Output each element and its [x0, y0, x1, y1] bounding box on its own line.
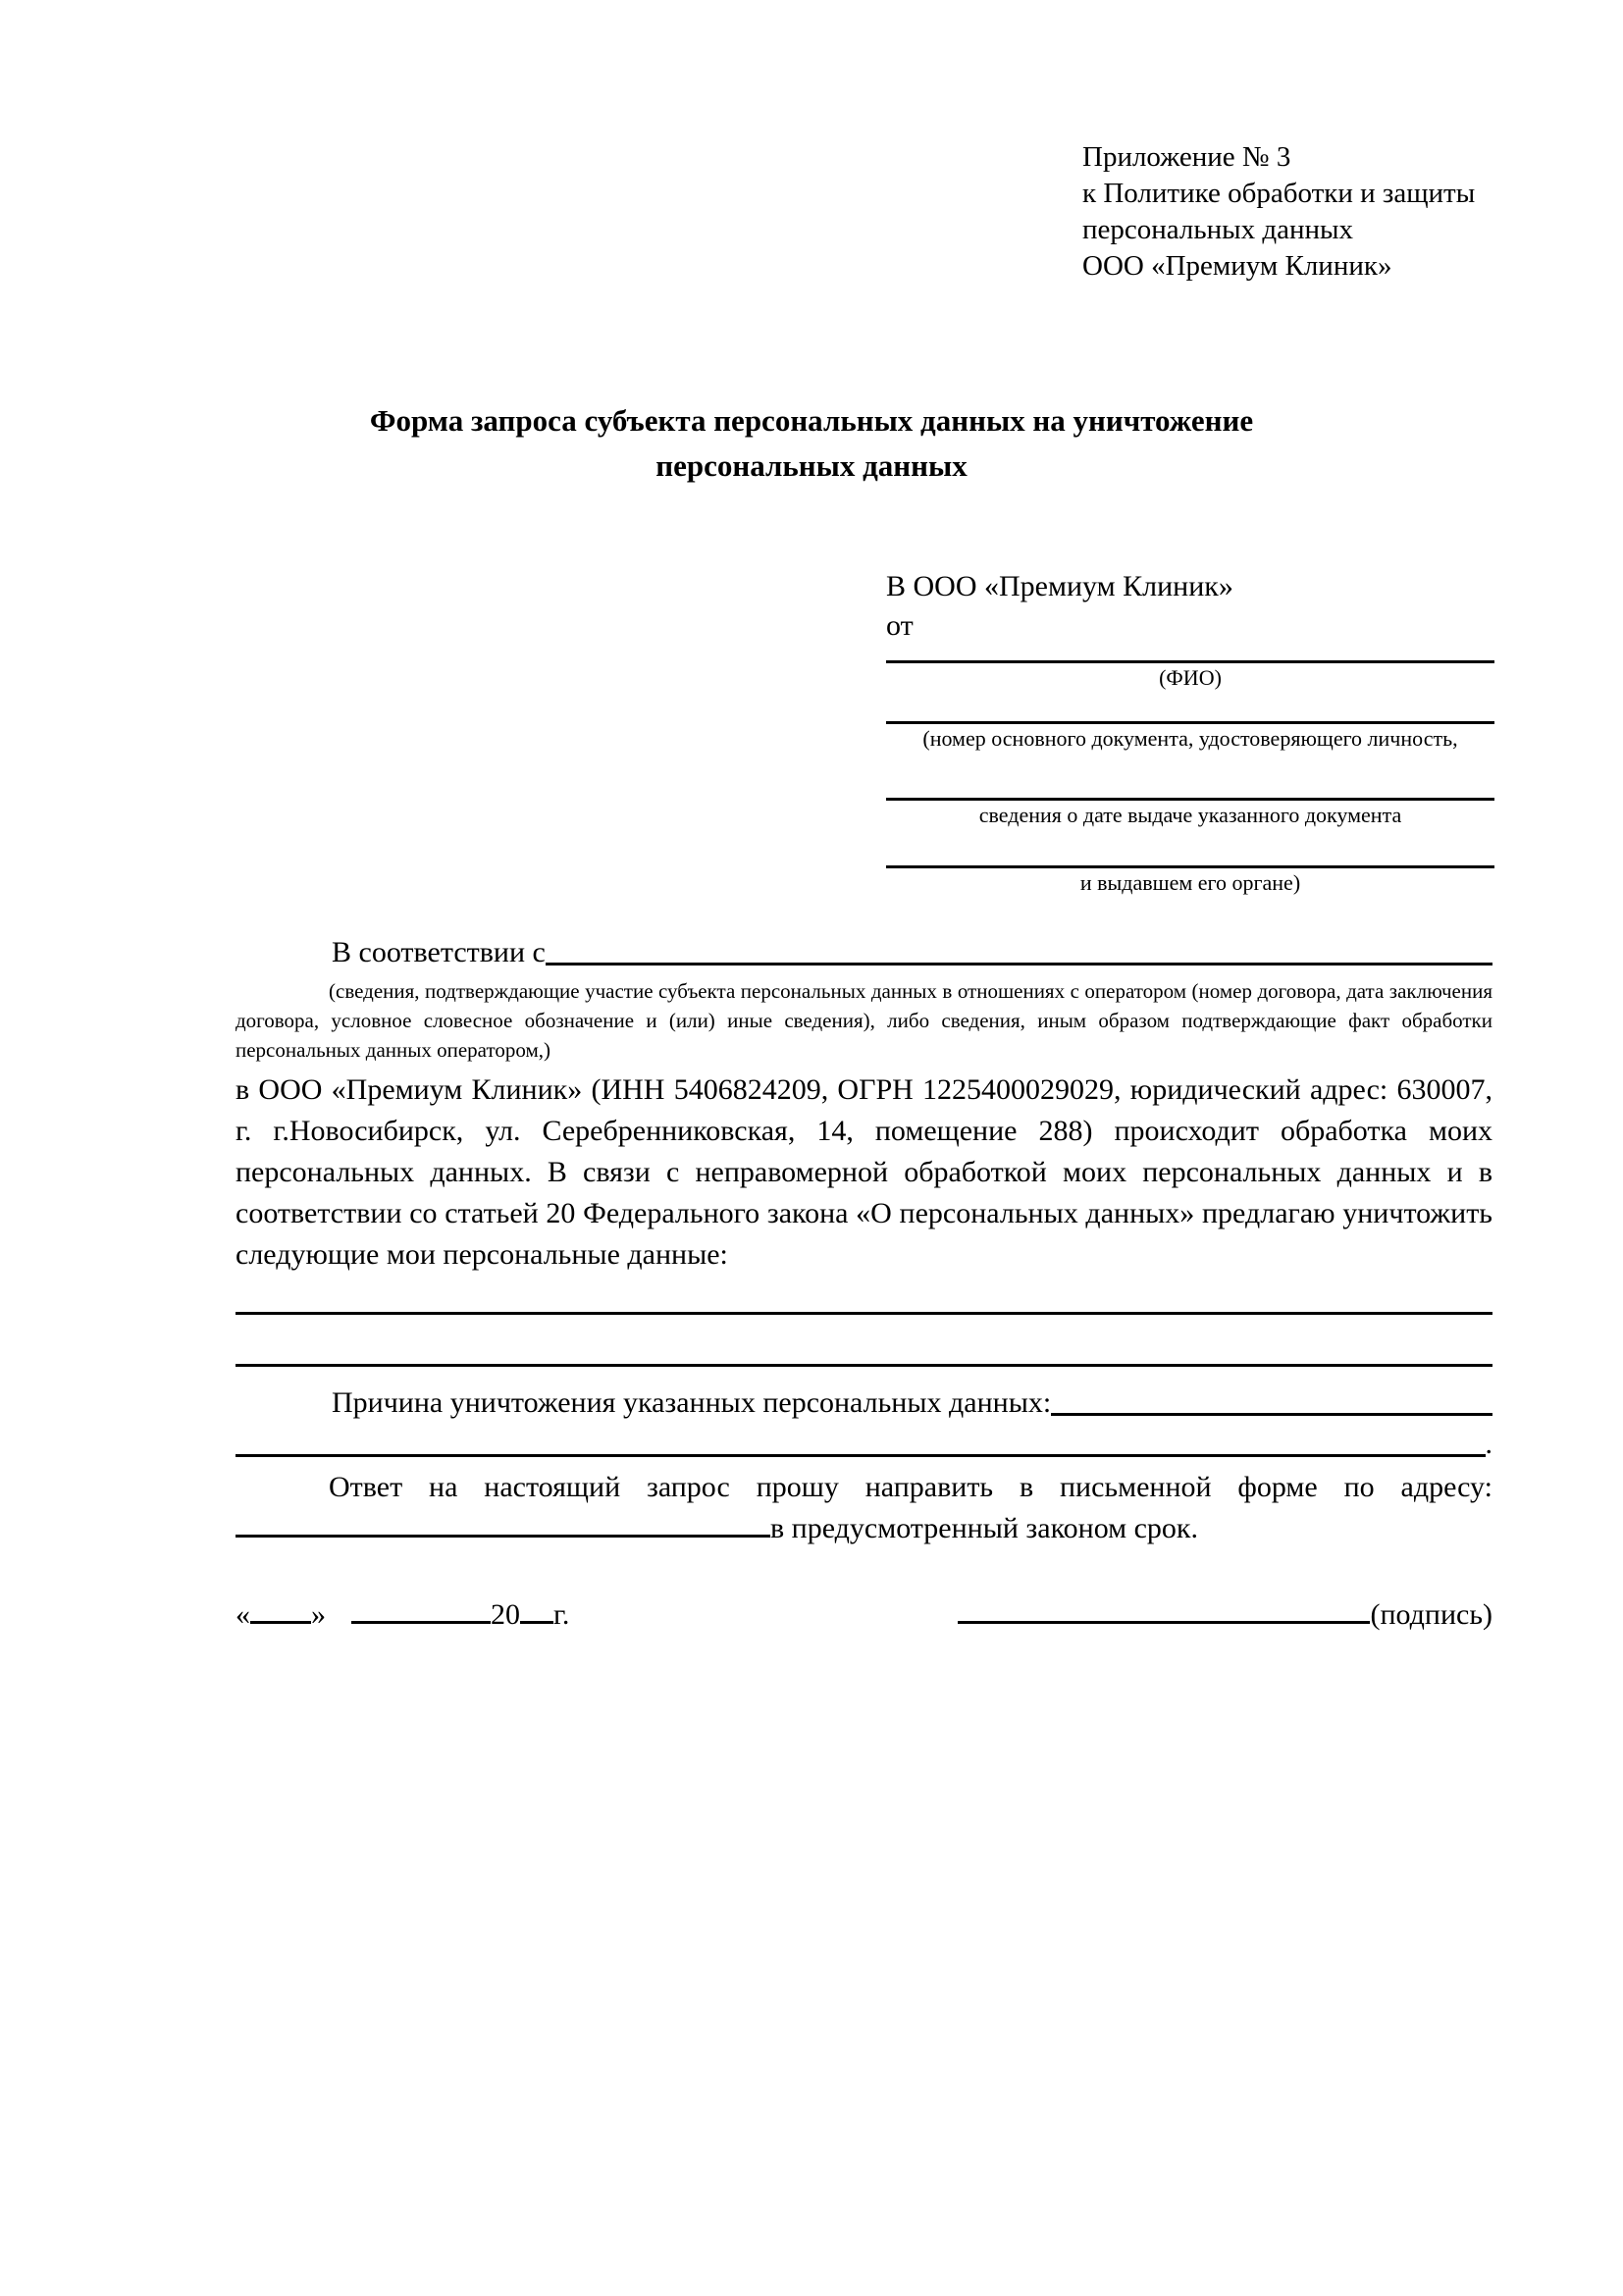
accordance-lead: В соответствии с — [332, 936, 546, 968]
signature-blank-line — [958, 1594, 1370, 1624]
appendix-line: ООО «Премиум Клиник» — [1082, 250, 1392, 282]
appendix-line: персональных данных — [1082, 214, 1354, 245]
reason-continuation-line — [236, 1424, 1492, 1465]
signature-group — [958, 1594, 1492, 1636]
appendix-note — [1082, 139, 1475, 285]
year-prefix: 20 — [491, 1598, 520, 1631]
response-paragraph — [236, 1467, 1492, 1549]
page-title — [0, 398, 1623, 489]
reason-line — [236, 1383, 1492, 1424]
month-blank — [351, 1594, 491, 1624]
fio-blank-line — [886, 646, 1494, 663]
signature-row — [236, 1594, 1492, 1636]
doc-number-blank-line — [886, 691, 1494, 724]
appendix-line: Приложение № 3 — [1082, 141, 1291, 173]
data-blank-line-1 — [236, 1276, 1492, 1315]
signature-label: (подпись) — [1370, 1598, 1492, 1631]
page-title-line: персональных данных — [655, 448, 968, 483]
page-title-line: Форма запроса субъекта персональных данных на уничтожение — [369, 403, 1254, 438]
response-request: Ответ на настоящий запрос прошу направить в письменной форме по адресу: — [329, 1471, 1492, 1503]
addressee-block — [886, 567, 1494, 896]
year-label: г. — [553, 1598, 570, 1631]
accordance-blank-line — [546, 932, 1492, 973]
doc-date-blank-line — [886, 752, 1494, 801]
line-period: . — [1485, 1428, 1492, 1460]
doc-issuer-blank-line — [886, 828, 1494, 868]
main-text — [236, 932, 1492, 1636]
fio-caption: (ФИО) — [1159, 665, 1222, 690]
explanatory-note: (сведения, подтверждающие участие субъекта персональных данных в отношениях с оператором (номер договора, дата заключения договора, условное словесное обозначение и (или) иные сведения), либо сведения, иным образом подтверждающие факт обработки персональных данных оператором,) — [236, 979, 1492, 1062]
doc-date-caption: сведения о дате выдаче указанного документа — [978, 803, 1402, 827]
date-open-quote: « — [236, 1598, 250, 1631]
date-line — [236, 1594, 569, 1636]
main-paragraph: в ООО «Премиум Клиник» (ИНН 5406824209, ОГРН 1225400029029, юридический адрес: 630007, г. г.Новосибирск, ул. Серебренниковская, 14, помещение 288) происходит обработка моих персональных данных. В связи с неправомерной обработкой моих персональных данных и в соответствии со статьей 20 Федерального закона «О персональных данных» предлагаю уничтожить следующие мои персональные данные: — [236, 1073, 1492, 1271]
addressee-from: от — [886, 609, 914, 642]
response-term: в предусмотренный законом срок. — [770, 1512, 1198, 1544]
reason-blank-line — [1051, 1383, 1492, 1424]
reason-blank-line-2 — [236, 1424, 1486, 1465]
doc-number-caption: (номер основного документа, удостоверяющего личность, — [922, 726, 1458, 751]
addressee-to: В ООО «Премиум Клиник» — [886, 570, 1233, 602]
reason-label: Причина уничтожения указанных персональных данных: — [332, 1386, 1052, 1419]
data-blank-line-2 — [236, 1315, 1492, 1367]
accordance-line — [236, 932, 1492, 973]
appendix-line: к Политике обработки и защиты — [1082, 178, 1476, 209]
address-blank-line — [236, 1508, 770, 1538]
doc-issuer-caption: и выдавшем его органе) — [1079, 870, 1301, 895]
year-blank — [520, 1594, 553, 1624]
day-blank — [250, 1594, 311, 1624]
date-close-quote: » — [311, 1598, 326, 1631]
